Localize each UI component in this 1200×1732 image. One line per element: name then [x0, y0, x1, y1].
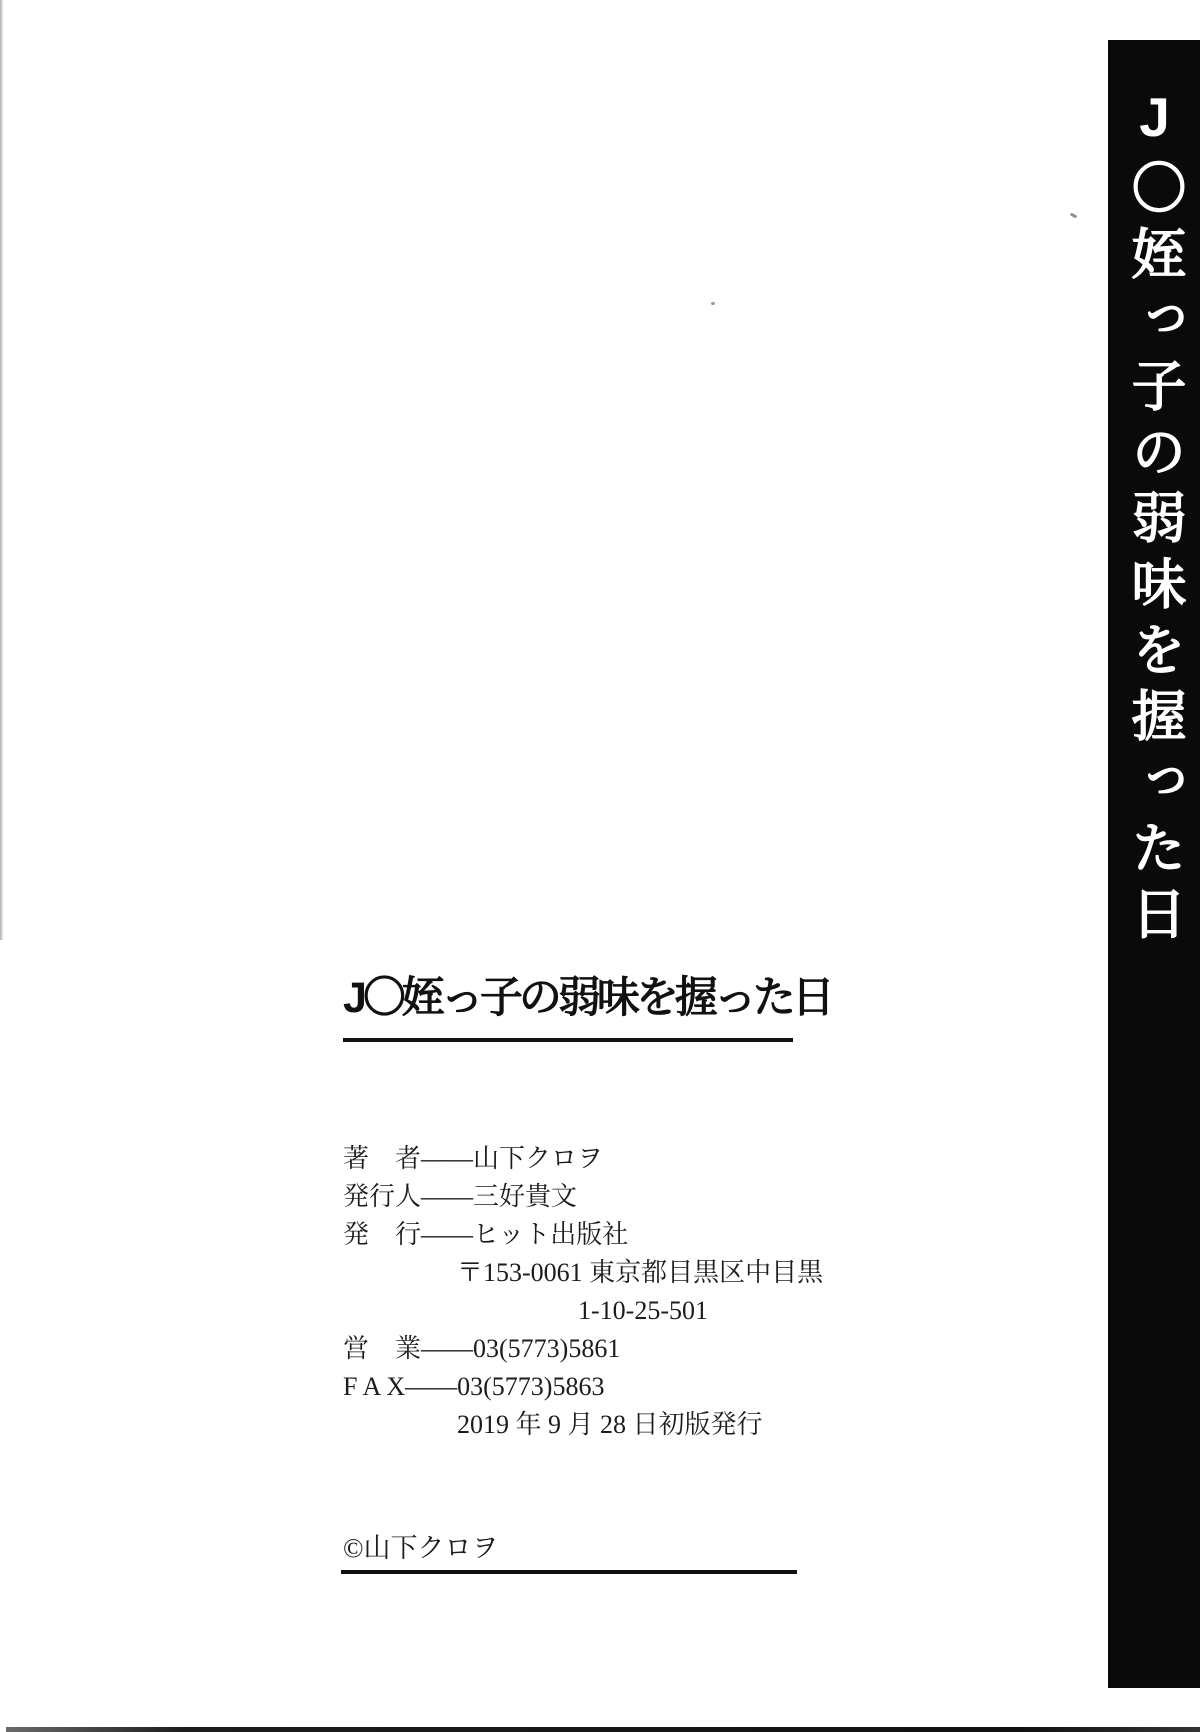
- colophon-block: [343, 1140, 863, 1444]
- colophon-line-author: 著 者——山下クロヲ: [343, 1144, 604, 1173]
- colophon-line-sales-phone: 営 業——03(5773)5861: [343, 1334, 621, 1363]
- colophon-line-address-2: 1-10-25-501: [578, 1296, 708, 1325]
- spine-bar: [1108, 40, 1200, 1688]
- copyright-line: ©山下クロヲ: [343, 1533, 499, 1563]
- book-title: J〇姪っ子の弱味を握った日: [343, 974, 831, 1022]
- colophon-line-address-1: 〒153-0061 東京都目黒区中目黒: [457, 1258, 824, 1287]
- copyright-underline: [341, 1570, 797, 1574]
- scan-edge-left: [0, 0, 4, 940]
- colophon-line-edition-date: 2019 年 9 月 28 日初版発行: [457, 1410, 763, 1439]
- title-underline: [343, 1038, 793, 1042]
- colophon-line-publisher-person: 発行人——三好貴文: [343, 1182, 578, 1211]
- scan-edge-bottom: [6, 1727, 1200, 1732]
- dust-speck: [711, 302, 715, 305]
- dust-speck: [1070, 213, 1078, 219]
- colophon-line-fax: F A X——03(5773)5863: [343, 1372, 605, 1401]
- spine-title: J〇姪っ子の弱味を握った日: [1123, 86, 1186, 951]
- colophon-line-publisher: 発 行——ヒット出版社: [343, 1220, 629, 1249]
